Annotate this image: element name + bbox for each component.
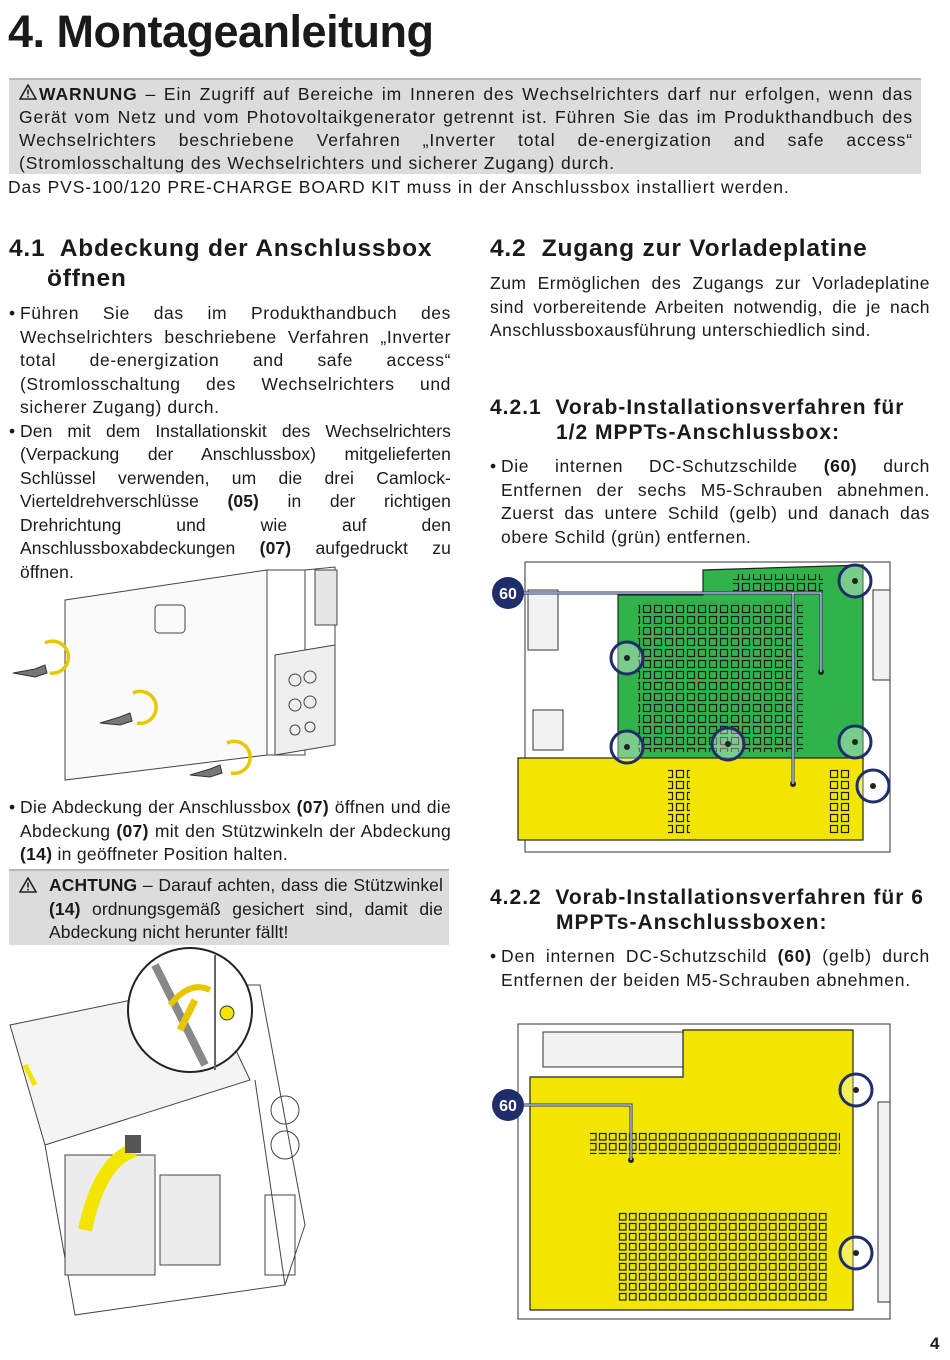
list-item: • Den mit dem Installationskit des Wechselrichters (Verpackung der Anschlussbox) mitgelieferten Schlüssel verwenden, um die drei Camlock-Vierteldrehverschlüsse (05) in der richtigen Drehrichtung und wie auf den Anschlussboxabdeckungen (07) aufgedruckt zu öffnen. — [9, 420, 451, 582]
section-heading-4-2-2: 4.2.2 Vorab-Installationsverfahren für 6 MPPTs-Anschlussboxen: — [490, 886, 924, 934]
section-heading-4-2: 4.2 Zugang zur Vorladeplatine — [490, 235, 868, 262]
shields-1-2-mppt-figure — [488, 560, 893, 855]
section-4-2-1 — [490, 395, 930, 549]
warning-text: – Ein Zugriff auf Bereiche im Inneren des Wechselrichters darf nur erfolgen, wenn das Gerät vom Netz und vom Photovoltaikgenerator getrennt ist. Führen Sie das im Produkthandbuch des Wechselrichters beschriebene Verfahren „Inverter total de-energization and safe access“ (Stromlosschaltung des Wechselrichters und sicherer Zugang) durch. — [19, 84, 913, 173]
callout-label: 60 — [499, 586, 517, 603]
section-4-1 — [9, 234, 451, 584]
section-4-2-text: Zum Ermöglichen des Zugangs zur Vorladeplatine sind vorbereitende Arbeiten notwendig, die je nach Anschlussboxausführung unterschiedlich sind. — [490, 273, 930, 340]
section-4-2 — [490, 234, 930, 343]
junction-box-keys-figure — [5, 565, 355, 790]
section-heading-4-2-1: 4.2.1 Vorab-Installationsverfahren für 1/2 MPPTs-Anschlussbox: — [490, 396, 905, 444]
key-icon — [13, 665, 47, 677]
list-item: • Die internen DC-Schutzschilde (60) durch Entfernen der sechs M5-Schrauben abnehmen. Zuerst das untere Schild (gelb) und danach das obere Schild (grün) entfernen. — [490, 456, 930, 547]
yellow-shield — [518, 758, 863, 840]
warning-triangle-icon — [19, 83, 39, 106]
warning-triangle-icon — [19, 874, 49, 945]
shield-6-mppt-figure — [488, 1022, 893, 1322]
list-item: • Den internen DC-Schutzschild (60) (gelb) durch Entfernen der beiden M5-Schrauben abnehmen. — [490, 946, 930, 990]
caution-box: ACHTUNG – Darauf achten, dass die Stützwinkel (14) ordnungsgemäß gesichert sind, damit die Abdeckung nicht herunter fällt! — [9, 869, 449, 945]
page-number: 4 — [930, 1334, 940, 1353]
list-item: • Die Abdeckung der Anschlussbox (07) öffnen und die Abdeckung (07) mit den Stützwinkeln der Abdeckung (14) in geöffneter Position halten. — [9, 797, 451, 864]
warning-box — [9, 78, 921, 174]
intro-text: Das PVS-100/120 PRE-CHARGE BOARD KIT muss in der Anschlussbox installiert werden. — [8, 177, 790, 197]
key-icon — [190, 765, 222, 777]
open-cover-figure — [5, 945, 325, 1330]
callout-label: 60 — [499, 1098, 517, 1115]
section-heading-4-1: 4.1 Abdeckung der Anschlussbox öffnen — [9, 235, 433, 292]
page-title: 4. Montageanleitung — [8, 6, 434, 57]
section-4-2-2 — [490, 885, 930, 992]
section-4-1-cont — [9, 796, 451, 867]
warning-label: WARNUNG — [39, 84, 138, 104]
list-item: • Führen Sie das im Produkthandbuch des Wechselrichters beschriebene Verfahren „Inverter total de-energization and safe access“ (Stromlosschaltung des Wechselrichters und sicherer Zugang) durch. — [9, 303, 451, 417]
